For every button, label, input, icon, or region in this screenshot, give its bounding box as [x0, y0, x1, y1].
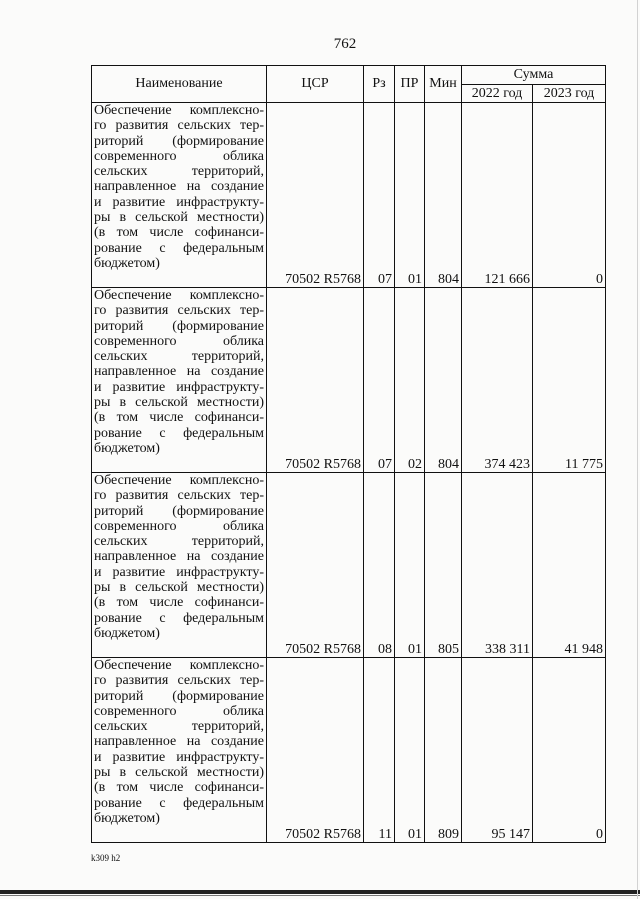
row-name-line: направленное на создание: [94, 364, 264, 380]
row-name-line: Обеспечение комплексно-: [94, 288, 264, 303]
row-rz: 07: [364, 288, 395, 473]
row-name-line: сельских территорий,: [94, 534, 264, 550]
row-name-line: го развития сельских тер-: [94, 488, 264, 504]
row-name-line: бюджетом): [94, 810, 160, 826]
row-rz: 11: [364, 658, 395, 843]
row-rz: 08: [364, 473, 395, 658]
table-row: [92, 103, 606, 288]
row-rz: 07: [364, 103, 395, 288]
row-name-line: и развитие инфраструкту-: [94, 564, 264, 580]
header-pr: ПР: [395, 66, 425, 103]
row-name-line: риторий (формирование: [94, 688, 264, 704]
row-name-line: современного облика: [94, 148, 264, 164]
footer-scan-line: [0, 895, 640, 896]
row-name-line: (в том числе софинанси-: [94, 225, 264, 241]
header-name: Наименование: [92, 66, 267, 103]
footer-code: k309 h2: [91, 853, 121, 863]
row-min: 804: [425, 103, 462, 288]
row-min: 805: [425, 473, 462, 658]
header-rz: Рз: [364, 66, 395, 103]
row-name-line: рование с федеральным: [94, 240, 264, 256]
header-year-2023: 2023 год: [533, 84, 606, 103]
row-name-line: бюджетом): [94, 440, 160, 456]
row-amount-2023: 41 948: [533, 473, 606, 658]
row-name-line: риторий (формирование: [94, 318, 264, 334]
row-name-line: ры в сельской местности): [94, 395, 264, 411]
table-row: [92, 658, 606, 843]
row-name-line: рование с федеральным: [94, 425, 264, 441]
row-name-line: го развития сельских тер-: [94, 303, 264, 319]
header-year-2022: 2022 год: [462, 84, 533, 103]
row-name-line: Обеспечение комплексно-: [94, 473, 264, 488]
row-amount-2023: 11 775: [533, 288, 606, 473]
row-min: 804: [425, 288, 462, 473]
row-amount-2023: 0: [533, 103, 606, 288]
row-amount-2023: 0: [533, 658, 606, 843]
row-amount-2022: 374 423: [462, 288, 533, 473]
row-name-line: направленное на создание: [94, 734, 264, 750]
row-name: [92, 103, 267, 288]
row-name-line: современного облика: [94, 518, 264, 534]
row-csr: 70502 R5768: [267, 288, 364, 473]
row-name-line: направленное на создание: [94, 549, 264, 565]
table-row: [92, 288, 606, 473]
header-csr: ЦСР: [267, 66, 364, 103]
row-name-line: современного облика: [94, 333, 264, 349]
row-csr: 70502 R5768: [267, 103, 364, 288]
row-name-line: сельских территорий,: [94, 349, 264, 365]
row-name-line: бюджетом): [94, 255, 160, 271]
row-csr: 70502 R5768: [267, 658, 364, 843]
row-name-line: Обеспечение комплексно-: [94, 658, 264, 673]
table-row: [92, 473, 606, 658]
row-name-line: го развития сельских тер-: [94, 118, 264, 134]
header-min: Мин: [425, 66, 462, 103]
row-name-line: риторий (формирование: [94, 133, 264, 149]
row-amount-2022: 121 666: [462, 103, 533, 288]
table-body: [92, 103, 606, 843]
row-name-line: (в том числе софинанси-: [94, 410, 264, 426]
row-name-line: (в том числе софинанси-: [94, 780, 264, 796]
row-name-line: и развитие инфраструкту-: [94, 194, 264, 210]
row-name-line: и развитие инфраструкту-: [94, 749, 264, 765]
row-min: 809: [425, 658, 462, 843]
row-pr: 01: [395, 473, 425, 658]
row-name-line: современного облика: [94, 703, 264, 719]
row-name-line: ры в сельской местности): [94, 210, 264, 226]
row-name-line: рование с федеральным: [94, 795, 264, 811]
row-pr: 02: [395, 288, 425, 473]
row-name-line: ры в сельской местности): [94, 580, 264, 596]
row-name-line: направленное на создание: [94, 179, 264, 195]
row-name-line: и развитие инфраструкту-: [94, 379, 264, 395]
row-name: [92, 473, 267, 658]
page-number: 762: [333, 36, 357, 52]
row-csr: 70502 R5768: [267, 473, 364, 658]
row-name-line: риторий (формирование: [94, 503, 264, 519]
row-name-line: рование с федеральным: [94, 610, 264, 626]
row-name-line: ры в сельской местности): [94, 765, 264, 781]
row-name-line: сельских территорий,: [94, 719, 264, 735]
row-name-line: го развития сельских тер-: [94, 673, 264, 689]
page-edge-line: [637, 0, 638, 899]
header-sum: Сумма: [462, 66, 606, 85]
budget-table: [91, 65, 606, 843]
row-name: [92, 288, 267, 473]
row-pr: 01: [395, 103, 425, 288]
footer-scan-bar: [0, 890, 640, 894]
row-name-line: бюджетом): [94, 625, 160, 641]
row-name-line: сельских территорий,: [94, 164, 264, 180]
row-amount-2022: 338 311: [462, 473, 533, 658]
row-amount-2022: 95 147: [462, 658, 533, 843]
row-name: [92, 658, 267, 843]
row-name-line: (в том числе софинанси-: [94, 595, 264, 611]
row-pr: 01: [395, 658, 425, 843]
row-name-line: Обеспечение комплексно-: [94, 103, 264, 118]
